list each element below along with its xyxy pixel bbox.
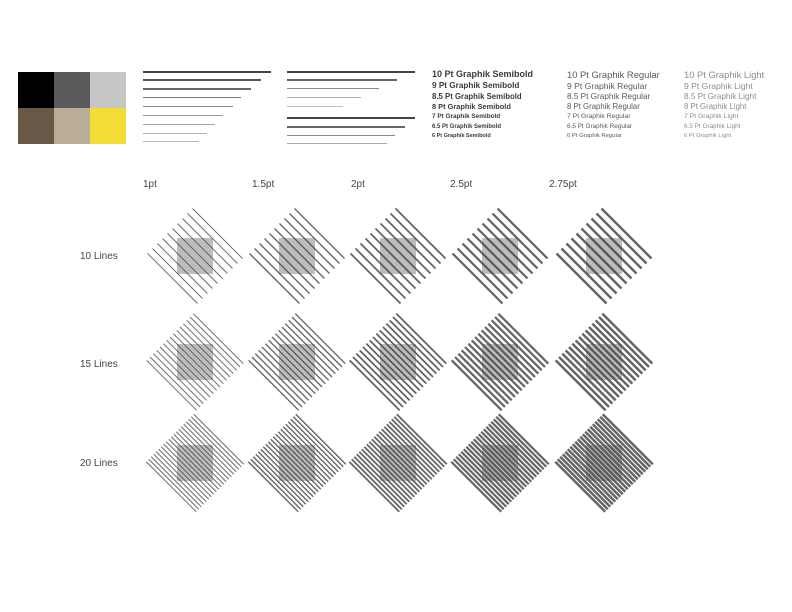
hatch-diamond — [146, 414, 244, 512]
type-sample: 8 Pt Graphik Regular — [567, 102, 640, 111]
type-sample: 6 Pt Graphik Regular — [567, 133, 623, 139]
type-sample: 10 Pt Graphik Regular — [567, 69, 660, 80]
type-sample: 8 Pt Graphik Semibold — [432, 102, 511, 111]
hatch-diamond — [556, 314, 653, 411]
type-sample: 8.5 Pt Graphik Regular — [567, 92, 651, 101]
stroke-label-2-75pt: 2.75pt — [549, 179, 577, 190]
hatch-diamond — [351, 209, 446, 304]
hatch-diamond — [555, 414, 653, 512]
type-sample: 7 Pt Graphik Semibold — [432, 113, 501, 120]
hatch-diamond — [451, 414, 549, 512]
type-sample: 6 Pt Graphik Light — [684, 133, 732, 139]
stroke-label-1-5pt: 1.5pt — [252, 179, 275, 190]
type-sample: 8.5 Pt Graphik Semibold — [432, 92, 522, 101]
type-sample: 6 Pt Graphik Semibold — [432, 133, 491, 139]
type-sample: 10 Pt Graphik Semibold — [432, 69, 534, 79]
type-sample: 9 Pt Graphik Semibold — [432, 81, 520, 90]
hatch-diamond — [350, 314, 447, 411]
stroke-label-2-5pt: 2.5pt — [450, 179, 473, 190]
type-sample: 7 Pt Graphik Regular — [567, 113, 631, 120]
hatch-diamond — [452, 314, 549, 411]
type-sample: 6.5 Pt Graphik Regular — [567, 123, 633, 130]
stroke-label-1pt: 1pt — [143, 179, 157, 190]
hatch-diamond — [249, 314, 346, 411]
hatch-diamond — [147, 314, 244, 411]
line-count-label-20: 20 Lines — [80, 458, 118, 469]
type-sample: 9 Pt Graphik Light — [684, 81, 753, 91]
hatch-diamond — [250, 209, 345, 304]
hatch-diamond — [557, 209, 652, 304]
type-sample: 7 Pt Graphik Light — [684, 113, 739, 120]
type-sample: 6.5 Pt Graphik Semibold — [432, 124, 502, 130]
hatch-diamond — [453, 209, 548, 304]
line-count-label-15: 15 Lines — [80, 359, 118, 370]
type-sample: 9 Pt Graphik Regular — [567, 81, 648, 91]
hatch-diamond — [248, 414, 346, 512]
hatch-diamond — [349, 414, 447, 512]
hatch-diamond — [148, 209, 243, 304]
type-sample: 8 Pt Graphik Light — [684, 102, 747, 111]
type-sample: 10 Pt Graphik Light — [684, 69, 765, 80]
type-sample: 8.5 Pt Graphik Light — [684, 92, 757, 101]
stroke-label-2pt: 2pt — [351, 179, 365, 190]
type-sample: 6.5 Pt Graphik Light — [684, 123, 741, 130]
line-count-label-10: 10 Lines — [80, 251, 118, 262]
